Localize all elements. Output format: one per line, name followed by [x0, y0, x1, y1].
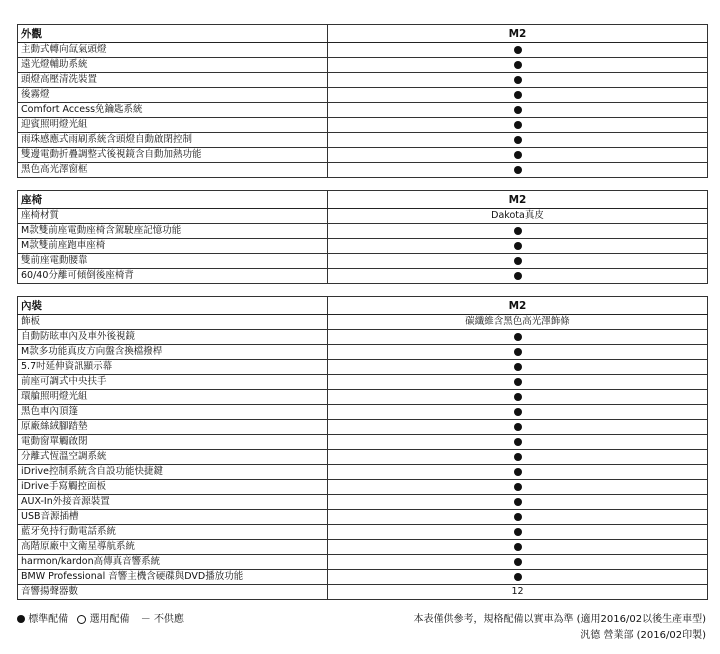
feature-value — [328, 224, 708, 239]
feature-value — [328, 73, 708, 88]
feature-value — [328, 375, 708, 390]
interior-spec-table — [17, 296, 708, 600]
standard-dot-icon — [514, 46, 522, 54]
feature-label: harmon/kardon高傳真音響系統 — [18, 555, 328, 570]
spec-row — [18, 420, 708, 435]
feature-label: 環艙照明燈光組 — [18, 390, 328, 405]
model-column-header: M2 — [328, 25, 708, 43]
spec-row — [18, 495, 708, 510]
feature-label: iDrive控制系統含自設功能快捷鍵 — [18, 465, 328, 480]
spec-row — [18, 525, 708, 540]
feature-label: USB音源插槽 — [18, 510, 328, 525]
feature-label: 雨珠感應式雨刷系統含頭燈自動啟閉控制 — [18, 133, 328, 148]
feature-value — [328, 88, 708, 103]
feature-value — [328, 43, 708, 58]
feature-value: Dakota真皮 — [328, 209, 708, 224]
standard-dot-icon — [514, 333, 522, 341]
spec-row — [18, 375, 708, 390]
standard-dot-icon — [514, 528, 522, 536]
spec-row — [18, 435, 708, 450]
standard-dot-icon — [514, 453, 522, 461]
feature-label: 雙邊電動折疊調整式後視鏡含自動加熱功能 — [18, 148, 328, 163]
feature-label: 原廠絲絨腳踏墊 — [18, 420, 328, 435]
legend-none-label: 不供應 — [153, 614, 184, 625]
legend — [17, 613, 184, 627]
standard-dot-icon — [514, 106, 522, 114]
section-header-row — [18, 25, 708, 43]
publisher-note: 汎德 營業部 (2016/02印製) — [580, 630, 706, 641]
spec-row — [18, 315, 708, 330]
spec-row — [18, 510, 708, 525]
spec-row — [18, 133, 708, 148]
standard-dot-icon — [514, 468, 522, 476]
feature-label: BMW Professional 音響主機含硬碟與DVD播放功能 — [18, 570, 328, 585]
feature-value — [328, 330, 708, 345]
feature-label: 高階原廠中文衛星導航系統 — [18, 540, 328, 555]
feature-value — [328, 148, 708, 163]
feature-value — [328, 269, 708, 284]
spec-row — [18, 148, 708, 163]
spec-row — [18, 585, 708, 600]
spec-row — [18, 540, 708, 555]
feature-value — [328, 435, 708, 450]
spec-row — [18, 570, 708, 585]
feature-label: 飾板 — [18, 315, 328, 330]
exterior-spec-table — [17, 24, 708, 178]
feature-label: 自動防眩車內及車外後視鏡 — [18, 330, 328, 345]
standard-dot-icon — [514, 543, 522, 551]
section-header-row — [18, 191, 708, 209]
feature-value — [328, 540, 708, 555]
feature-value — [328, 555, 708, 570]
standard-dot-icon — [514, 136, 522, 144]
spec-row — [18, 103, 708, 118]
feature-label: 主動式轉向氙氣頭燈 — [18, 43, 328, 58]
spec-row — [18, 224, 708, 239]
standard-dot-icon — [514, 348, 522, 356]
standard-dot-icon — [514, 438, 522, 446]
feature-label: 迎賓照明燈光組 — [18, 118, 328, 133]
section-header-row — [18, 297, 708, 315]
feature-label: 電動窗單觸啟閉 — [18, 435, 328, 450]
feature-value — [328, 345, 708, 360]
feature-value — [328, 405, 708, 420]
standard-dot-icon — [514, 257, 522, 265]
section-title: 內裝 — [18, 297, 328, 315]
feature-label: Comfort Access免鑰匙系統 — [18, 103, 328, 118]
feature-label: M款多功能真皮方向盤含換檔撥桿 — [18, 345, 328, 360]
standard-dot-icon — [514, 76, 522, 84]
feature-label: 前座可調式中央扶手 — [18, 375, 328, 390]
feature-label: 分離式恆溫空調系統 — [18, 450, 328, 465]
standard-dot-icon — [514, 378, 522, 386]
standard-dot-icon — [514, 363, 522, 371]
feature-value — [328, 254, 708, 269]
standard-dot-icon — [514, 408, 522, 416]
feature-value — [328, 420, 708, 435]
feature-label: M款雙前座電動座椅含駕駛座記憶功能 — [18, 224, 328, 239]
feature-value — [328, 465, 708, 480]
standard-dot-icon — [514, 272, 522, 280]
standard-dot-icon — [514, 573, 522, 581]
optional-circle-icon — [77, 615, 86, 624]
feature-value — [328, 360, 708, 375]
standard-dot-icon — [514, 498, 522, 506]
standard-dot-icon — [514, 227, 522, 235]
disclaimer-note: 本表僅供參考，規格配備以實車為準 (適用2016/02以後生產車型) — [413, 614, 706, 625]
spec-row — [18, 405, 708, 420]
standard-dot-icon — [514, 61, 522, 69]
standard-dot-icon — [17, 615, 25, 623]
model-column-header: M2 — [328, 297, 708, 315]
feature-value — [328, 390, 708, 405]
feature-label: 60/40分離可傾倒後座椅背 — [18, 269, 328, 284]
spec-row — [18, 330, 708, 345]
feature-label: 音響揚聲器數 — [18, 585, 328, 600]
spec-row — [18, 450, 708, 465]
feature-value — [328, 133, 708, 148]
spec-row — [18, 163, 708, 178]
spec-row — [18, 345, 708, 360]
feature-label: iDrive手寫觸控面板 — [18, 480, 328, 495]
feature-value — [328, 163, 708, 178]
spec-row — [18, 88, 708, 103]
standard-dot-icon — [514, 513, 522, 521]
feature-label: 後霧燈 — [18, 88, 328, 103]
spec-row — [18, 209, 708, 224]
feature-value — [328, 450, 708, 465]
model-column-header: M2 — [328, 191, 708, 209]
feature-label: 黑色高光澤窗框 — [18, 163, 328, 178]
spec-row — [18, 555, 708, 570]
feature-label: 頭燈高壓清洗裝置 — [18, 73, 328, 88]
feature-label: 黑色車內頂篷 — [18, 405, 328, 420]
standard-dot-icon — [514, 166, 522, 174]
legend-optional-label: 選用配備 — [89, 614, 130, 625]
feature-value — [328, 570, 708, 585]
feature-value: 碳纖維含黑色高光澤飾條 — [328, 315, 708, 330]
standard-dot-icon — [514, 393, 522, 401]
spec-row — [18, 465, 708, 480]
standard-dot-icon — [514, 558, 522, 566]
standard-dot-icon — [514, 242, 522, 250]
feature-label: 藍牙免持行動電話系統 — [18, 525, 328, 540]
spec-row — [18, 239, 708, 254]
standard-dot-icon — [514, 121, 522, 129]
section-title: 外觀 — [18, 25, 328, 43]
spec-row — [18, 43, 708, 58]
spec-row — [18, 254, 708, 269]
spec-row — [18, 269, 708, 284]
feature-value — [328, 239, 708, 254]
feature-label: 雙前座電動腰靠 — [18, 254, 328, 269]
feature-value — [328, 510, 708, 525]
spec-row — [18, 390, 708, 405]
spec-row — [18, 480, 708, 495]
seats-spec-table — [17, 190, 708, 284]
feature-value — [328, 525, 708, 540]
feature-label: 5.7吋延伸資訊顯示幕 — [18, 360, 328, 375]
legend-standard-label: 標準配備 — [28, 614, 69, 625]
spec-row — [18, 118, 708, 133]
standard-dot-icon — [514, 151, 522, 159]
standard-dot-icon — [514, 423, 522, 431]
feature-label: 遠光燈輔助系統 — [18, 58, 328, 73]
feature-value — [328, 103, 708, 118]
spec-row — [18, 360, 708, 375]
feature-value — [328, 118, 708, 133]
standard-dot-icon — [514, 483, 522, 491]
spec-row — [18, 58, 708, 73]
standard-dot-icon — [514, 91, 522, 99]
feature-label: M款雙前座跑車座椅 — [18, 239, 328, 254]
section-title: 座椅 — [18, 191, 328, 209]
legend-none-symbol: － — [140, 614, 151, 625]
feature-value — [328, 480, 708, 495]
feature-value — [328, 495, 708, 510]
spec-row — [18, 73, 708, 88]
feature-label: AUX-In外接音源裝置 — [18, 495, 328, 510]
feature-value: 12 — [328, 585, 708, 600]
feature-label: 座椅材質 — [18, 209, 328, 224]
feature-value — [328, 58, 708, 73]
